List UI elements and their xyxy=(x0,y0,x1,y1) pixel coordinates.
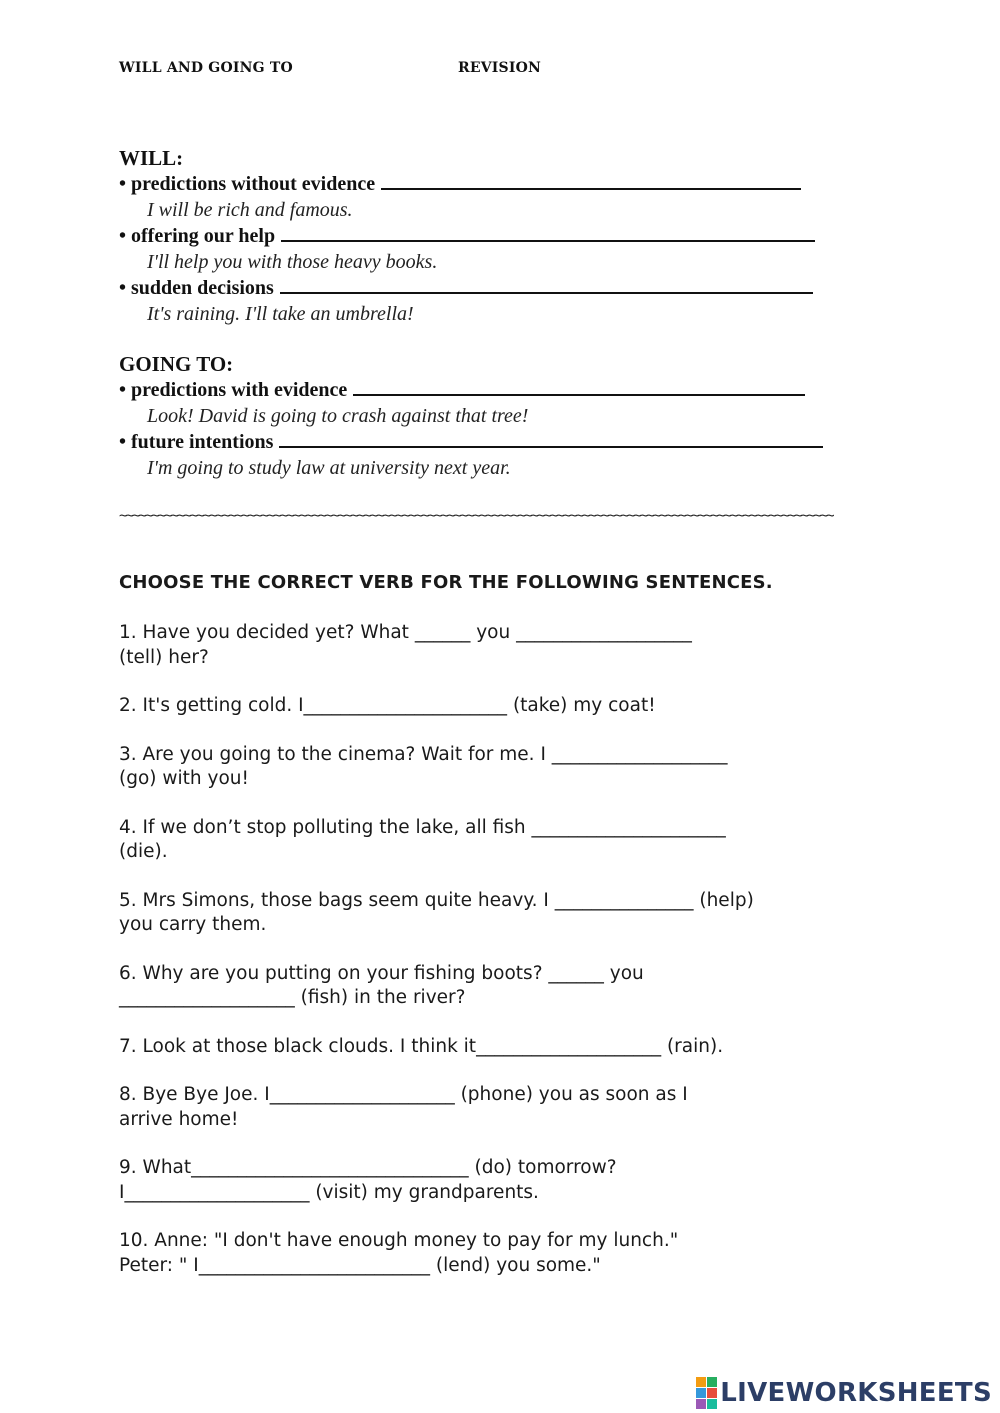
rule-label: • predictions with evidence xyxy=(119,379,348,401)
going-to-rule-intentions xyxy=(119,429,879,455)
question xyxy=(119,1156,899,1205)
will-rule-sudden-decisions xyxy=(119,275,879,301)
rule-blank-line xyxy=(281,223,815,242)
question xyxy=(119,621,899,670)
will-rule-predictions xyxy=(119,171,879,197)
header-title: WILL AND GOING TO xyxy=(119,60,293,76)
question-line: Peter: " I_________________________ (lend) you some." xyxy=(119,1254,601,1276)
going-to-rule-predictions xyxy=(119,377,879,403)
question-line: 7. Look at those black clouds. I think it____________________ (rain). xyxy=(119,1035,724,1057)
logo-block xyxy=(696,1399,706,1409)
question-line: I____________________ (visit) my grandparents. xyxy=(119,1181,539,1203)
rule-label: • predictions without evidence xyxy=(119,173,376,195)
brand-text: LIVEWORKSHEETS xyxy=(720,1378,992,1408)
going-to-section-title: GOING TO: xyxy=(119,352,234,376)
logo-block xyxy=(696,1388,706,1398)
rule-example: I will be rich and famous. xyxy=(147,199,353,221)
liveworksheets-logo-icon xyxy=(696,1377,717,1409)
rule-example: It's raining. I'll take an umbrella! xyxy=(147,303,414,325)
rule-example: I'm going to study law at university next year. xyxy=(147,457,511,479)
worksheet-header xyxy=(119,60,541,76)
question xyxy=(119,743,899,792)
rule-label: • offering our help xyxy=(119,225,276,247)
question xyxy=(119,889,899,938)
rule-blank-line xyxy=(381,171,801,190)
question-line: (tell) her? xyxy=(119,646,209,668)
liveworksheets-logo[interactable] xyxy=(696,1377,992,1409)
rule-label: • future intentions xyxy=(119,431,274,453)
logo-block xyxy=(707,1388,717,1398)
will-rule-offering-help xyxy=(119,223,879,249)
question xyxy=(119,694,899,719)
tilde-divider: ~~~~~~~~~~~~~~~~~~~~~~~~~~~~~~~~~~~~~~~~~~~~~~~~~~~~~~~~~~~~~~~~~~~~~~~~~~~~~~~~~~~~~~~~~~~~~~~~~~~~~~~~~~~~~~~ xyxy=(119,508,833,524)
question-line: (die). xyxy=(119,841,168,862)
question-line: 8. Bye Bye Joe. I____________________ (phone) you as soon as I xyxy=(119,1084,688,1105)
question-line: 6. Why are you putting on your fishing boots? ______ you xyxy=(119,962,644,984)
logo-block xyxy=(696,1377,706,1387)
question xyxy=(119,816,899,865)
exercise-instruction: CHOOSE THE CORRECT VERB FOR THE FOLLOWING SENTENCES. xyxy=(119,572,773,593)
question-line: 10. Anne: "I don't have enough money to pay for my lunch." xyxy=(119,1230,679,1251)
question xyxy=(119,962,899,1011)
question xyxy=(119,1083,899,1132)
question-line: arrive home! xyxy=(119,1108,239,1130)
exercise-section xyxy=(119,571,899,1302)
will-section-title: WILL: xyxy=(119,146,184,170)
question-line: 4. If we don’t stop polluting the lake, all fish _____________________ xyxy=(119,816,726,838)
question-line: 2. It's getting cold. I______________________ (take) my coat! xyxy=(119,695,656,716)
rule-blank-line xyxy=(280,275,813,294)
rule-blank-line xyxy=(279,429,823,448)
question xyxy=(119,1229,899,1278)
header-revision-label: REVISION xyxy=(458,60,541,76)
logo-block xyxy=(707,1377,717,1387)
question-line: (go) with you! xyxy=(119,768,249,789)
question xyxy=(119,1035,899,1060)
logo-block xyxy=(707,1399,717,1409)
question-line: 3. Are you going to the cinema? Wait for me. I ___________________ xyxy=(119,743,728,765)
rule-blank-line xyxy=(353,377,805,396)
rule-label: • sudden decisions xyxy=(119,277,274,299)
question-line: you carry them. xyxy=(119,914,267,935)
rule-example: Look! David is going to crash against that tree! xyxy=(147,405,529,427)
question-line: 1. Have you decided yet? What ______ you ___________________ xyxy=(119,622,692,643)
grammar-reference xyxy=(119,145,879,481)
rule-example: I'll help you with those heavy books. xyxy=(147,251,438,273)
question-line: 9. What______________________________ (do) tomorrow? xyxy=(119,1157,617,1178)
question-line: ___________________ (fish) in the river? xyxy=(119,987,466,1008)
question-line: 5. Mrs Simons, those bags seem quite heavy. I _______________ (help) xyxy=(119,889,754,911)
